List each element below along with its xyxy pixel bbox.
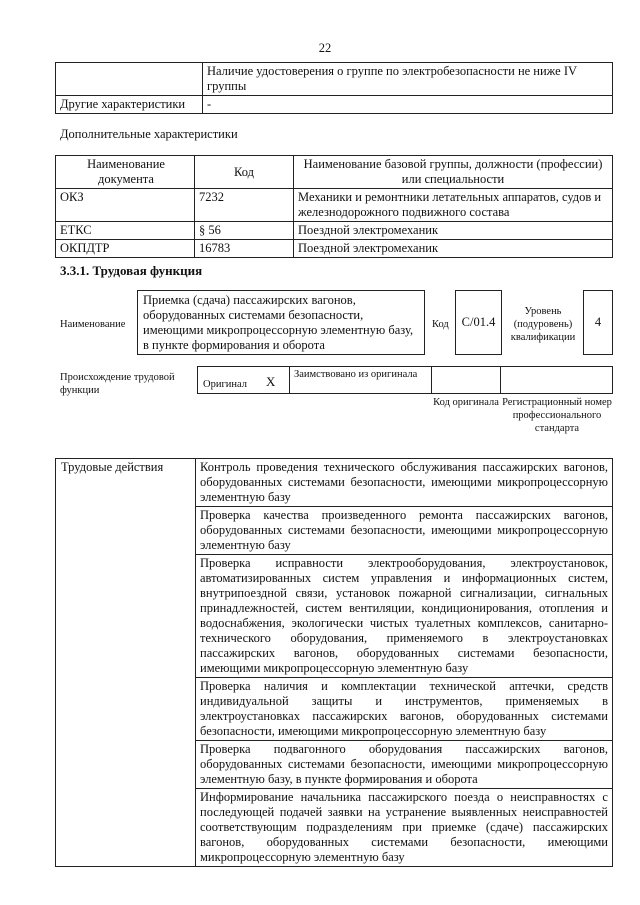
table-row [56, 240, 613, 258]
code-original-caption: Код оригинала [433, 397, 499, 408]
function-level-label: Уровень (подуровень) квалификации [510, 306, 576, 343]
additional-characteristics-table [55, 155, 613, 258]
cell-code: 7232 [195, 189, 294, 222]
table-header-row [56, 156, 613, 189]
cell-name: Поездной электромеханик [294, 222, 613, 240]
action-item: Информирование начальника пассажирского поезда о неисправностях с последующей подачей заявки на устранение выявленных неисправностей соответствующим подразделениям при приемке (сдаче) пассажирских вагонов, оборудованных системами безопасности, имеющими микропроцессорную элементную базу [196, 789, 613, 867]
column-header-code: Код [195, 156, 294, 189]
table-cell-label [56, 63, 203, 96]
cell-name: Механики и ремонтники летательных аппаратов, судов и железнодорожного подвижного состава [294, 189, 613, 222]
registration-number-caption: Регистрационный номер профессионального стандарта [502, 397, 612, 434]
cell-name: Поездной электромеханик [294, 240, 613, 258]
function-name-label: Наименование [60, 319, 126, 330]
page-number: 22 [318, 41, 332, 55]
top-characteristics-table [55, 62, 613, 114]
function-level-box [583, 290, 613, 355]
action-item: Контроль проведения технического обслуживания пассажирских вагонов, оборудованных системами безопасности, имеющими микропроцессорную элементную базу [196, 459, 613, 507]
labor-actions-table [55, 458, 613, 867]
action-item: Проверка качества произведенного ремонта пассажирских вагонов, оборудованных системами безопасности, имеющими микропроцессорную элементную базу [196, 507, 613, 555]
borrowed-label: Заимствовано из оригинала [294, 369, 418, 380]
table-row [56, 96, 613, 114]
additional-heading: Дополнительные характеристики [60, 127, 238, 141]
function-level-value: 4 [594, 315, 602, 329]
cell-doc: ОКЗ [56, 189, 195, 222]
column-header-document: Наименование документа [56, 156, 195, 189]
actions-label: Трудовые действия [56, 459, 196, 867]
original-mark: X [266, 374, 276, 389]
table-row [56, 459, 613, 507]
table-cell-value: - [203, 96, 613, 114]
origin-divider [289, 366, 290, 394]
cell-doc: ОКПДТР [56, 240, 195, 258]
cell-doc: ЕТКС [56, 222, 195, 240]
origin-divider [500, 366, 501, 394]
cell-code: 16783 [195, 240, 294, 258]
table-row [56, 63, 613, 96]
function-code-label: Код [432, 319, 449, 330]
function-heading: 3.3.1. Трудовая функция [60, 263, 203, 278]
table-row [56, 189, 613, 222]
original-label: Оригинал [203, 379, 247, 390]
function-code-value: C/01.4 [461, 315, 496, 329]
action-item: Проверка исправности электрооборудования, электроустановок, автоматизированных систем управления и информационных систем, внутрипоездной связи, установок пожарной сигнализации, сигнальных принадлежностей, систем вентиляции, кондиционирования, отопления и водоснабжения, экологически чистых туалетных комплексов, санитарно-технического оборудования, применяемого в электроустановках пассажирских вагонов, оборудованных системами безопасности, имеющими микропроцессорную элементную базу [196, 555, 613, 678]
function-code-box [455, 290, 502, 355]
origin-divider [431, 366, 432, 394]
table-cell-value: Наличие удостоверения о группе по электробезопасности не ниже IV группы [203, 63, 613, 96]
cell-code: § 56 [195, 222, 294, 240]
column-header-name: Наименование базовой группы, должности (профессии) или специальности [294, 156, 613, 189]
function-name-value: Приемка (сдача) пассажирских вагонов, оборудованных системами безопасности, имеющими микропроцессорную элементную базу, в пункте формирования и оборота [143, 293, 414, 352]
table-row [56, 222, 613, 240]
origin-label: Происхождение трудовой функции [60, 372, 175, 396]
function-name-box [137, 290, 425, 355]
action-item: Проверка подвагонного оборудования пассажирских вагонов, оборудованных системами безопасности, имеющими микропроцессорную элементную базу, в пункте формирования и оборота [196, 741, 613, 789]
action-item: Проверка наличия и комплектации технической аптечки, средств индивидуальной защиты и инструментов, применяемых в электроустановках пассажирских вагонов, оборудованных системами безопасности, имеющими микропроцессорную элементную базу [196, 678, 613, 741]
table-cell-label: Другие характеристики [56, 96, 203, 114]
